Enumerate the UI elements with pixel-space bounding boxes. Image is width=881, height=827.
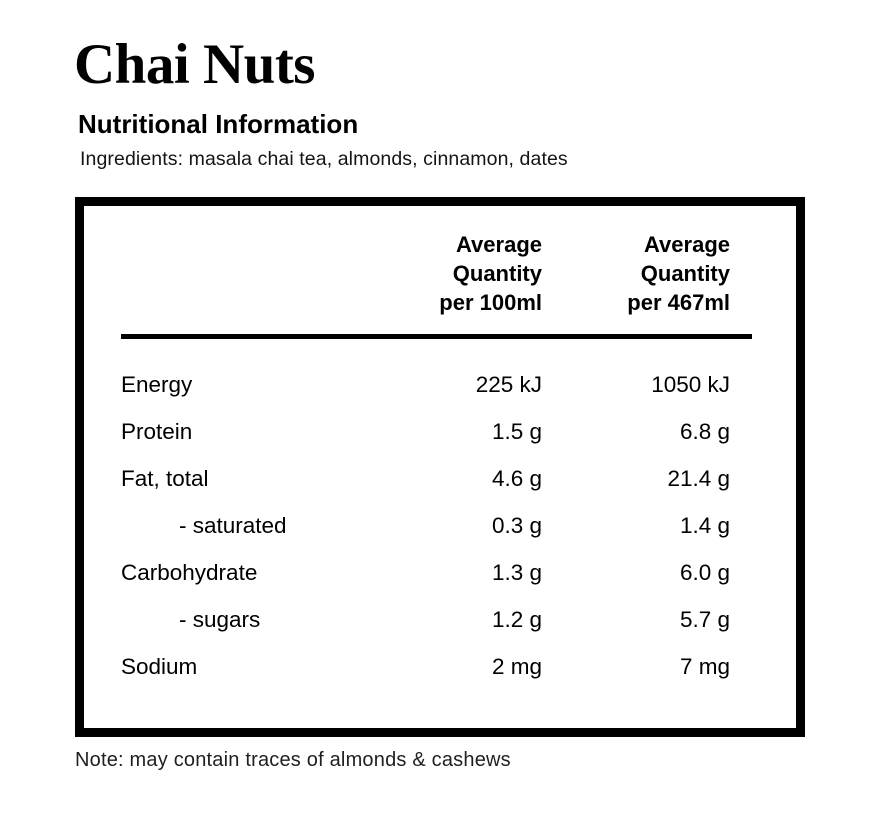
nutrient-row bbox=[121, 549, 752, 596]
nutrient-label: Energy bbox=[121, 371, 193, 397]
nutrient-row bbox=[121, 596, 752, 643]
nutrition-table bbox=[121, 230, 752, 690]
column-header-per-467ml bbox=[542, 230, 730, 317]
nutrient-value-per-467ml: 5.7 g bbox=[679, 606, 730, 632]
column-header-per-100ml bbox=[342, 230, 542, 317]
table-header-row bbox=[121, 230, 752, 317]
nutritional-information-heading: Nutritional Information bbox=[78, 109, 359, 139]
allergen-note: Note: may contain traces of almonds & cashews bbox=[75, 749, 511, 771]
nutrient-row bbox=[121, 643, 752, 690]
nutrient-value-per-467ml: 7 mg bbox=[679, 653, 730, 679]
nutrient-value-per-467ml: 6.0 g bbox=[679, 559, 730, 585]
nutrient-row bbox=[121, 455, 752, 502]
nutrient-label: Protein bbox=[121, 418, 193, 444]
nutrient-value-per-467ml: 1050 kJ bbox=[651, 371, 730, 397]
nutrient-label: Carbohydrate bbox=[121, 559, 258, 585]
nutrition-panel bbox=[75, 197, 805, 737]
nutrient-value-per-467ml: 1.4 g bbox=[679, 512, 730, 538]
nutrient-value-per-100ml: 1.2 g bbox=[491, 606, 542, 632]
column-header-line: per 100ml bbox=[439, 290, 542, 315]
nutrient-row bbox=[121, 408, 752, 455]
nutrient-value-per-467ml: 21.4 g bbox=[667, 465, 730, 491]
nutrient-label: - saturated bbox=[179, 512, 287, 538]
nutrient-value-per-100ml: 2 mg bbox=[491, 653, 542, 679]
product-title: Chai Nuts bbox=[74, 33, 315, 96]
header-divider-rule bbox=[121, 334, 752, 339]
nutrient-row bbox=[121, 502, 752, 549]
nutrient-value-per-100ml: 1.3 g bbox=[491, 559, 542, 585]
column-header-line: Quantity bbox=[452, 261, 542, 286]
column-header-line: Average bbox=[455, 232, 542, 257]
nutrient-value-per-100ml: 1.5 g bbox=[491, 418, 542, 444]
nutrient-value-per-100ml: 0.3 g bbox=[491, 512, 542, 538]
nutrient-label: Fat, total bbox=[121, 465, 209, 491]
nutrient-value-per-100ml: 225 kJ bbox=[475, 371, 542, 397]
column-header-line: Average bbox=[643, 232, 730, 257]
nutrient-value-per-100ml: 4.6 g bbox=[491, 465, 542, 491]
nutrition-rows bbox=[121, 361, 752, 690]
ingredients-line: Ingredients: masala chai tea, almonds, cinnamon, dates bbox=[80, 148, 568, 170]
nutrient-label: Sodium bbox=[121, 653, 198, 679]
nutrient-row bbox=[121, 361, 752, 408]
nutrient-label: - sugars bbox=[179, 606, 261, 632]
column-header-line: Quantity bbox=[640, 261, 730, 286]
nutrient-value-per-467ml: 6.8 g bbox=[679, 418, 730, 444]
column-header-line: per 467ml bbox=[627, 290, 730, 315]
